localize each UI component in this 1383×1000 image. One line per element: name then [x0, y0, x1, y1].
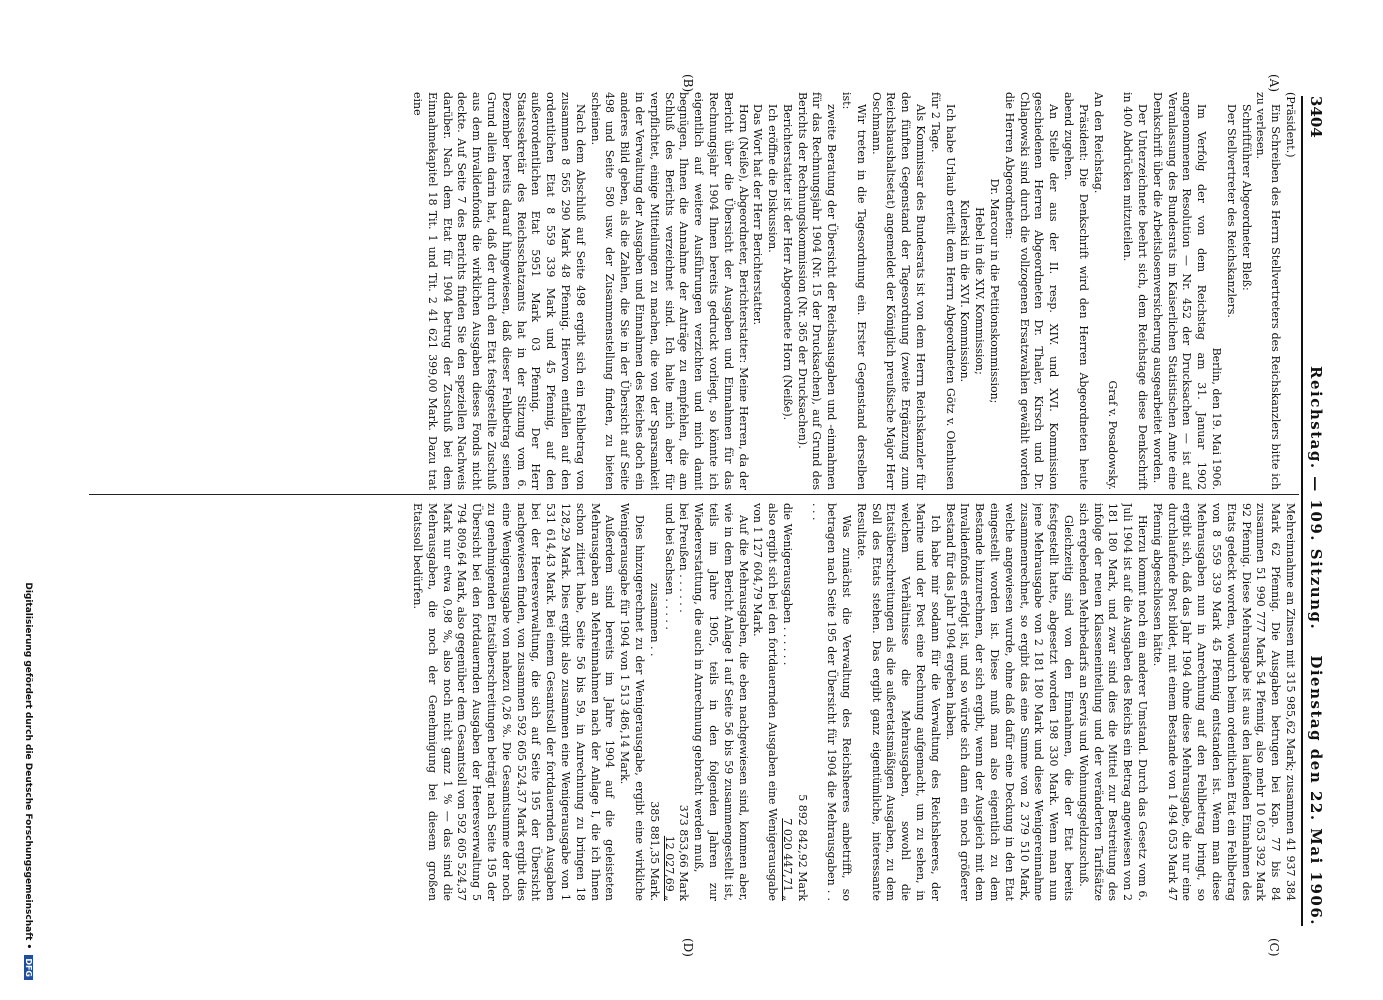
right-column-top — [809, 503, 1297, 901]
right-column-after-values — [690, 503, 779, 901]
left-paragraph: Horn (Neiße), Abgeordneter, Berichterstatter: Meine Herren, da der Bericht über die Übersicht der Ausgaben und Einnahmen für das Rechnungsjahr 1904 Ihnen bereits gedruckt vorliegt, so könnte ich eigentlich auf weitere Ausführungen verzichten und mich damit begnügen, Ihnen die Annahme der Anträge zu empfehlen, die am Schluß des Berichts verzeichnet sind. Ich halte mich aber für verpflichtet, einige Mitteilungen zu machen, die von der Sparsamkeit in der Verwaltung der Ausgaben und Einnahmen des Reiches doch ein anderes Bild geben, als die Zahlen, die Sie in der Übersicht auf Seite 498 und Seite 580 usw. der Zusammenstellung finden, zu bieten scheinen. — [588, 92, 750, 490]
margin-marker-c: (C) — [1267, 938, 1281, 957]
margin-marker-d: (D) — [681, 938, 695, 957]
right-bottom-paragraph: Dies hinzugerechnet zu der Wenigerausgabe, ergibt eine wirkliche Wenigerausgabe für 1904 von 1 513 486,14 Mark. — [618, 503, 646, 901]
left-paragraph: zweite Beratung der Übersicht der Reichsausgaben und -einnahmen für das Rechnungsjahr 1904 (Nr. 15 der Drucksachen), auf Grund des Berichts der Rechnungskommission (Nr. 365 der Drucksachen). — [795, 92, 839, 490]
sum-label: zusammen . . — [647, 583, 661, 657]
dfg-logo: DFG — [24, 955, 33, 980]
left-paragraph: Wir treten in die Tagesordnung ein. Erster Gegenstand derselben ist: — [840, 92, 868, 490]
preussen-label: bei Preußen . . . . . . — [677, 503, 691, 613]
left-paragraph: Dr. Marcour in die Petitionskommission; — [988, 178, 1002, 404]
wenigerausgaben-label: die Wenigerausgaben . . . . . . — [780, 503, 794, 666]
mehrausgaben-value: 5 892 842,92 Mark — [795, 794, 809, 901]
left-paragraph: An Stelle der aus der II. resp. XIV. und XVI. Kommission geschiedenen Herren Abgeordneten Dr. Thaler, Kirsch und Dr. Chlapowski sind durch die vollzogenen Ersatzwahlen gewählt worden die Herren Abgeordneten: — [1002, 92, 1061, 490]
left-paragraph: Berlin, den 19. Mai 1906. — [1210, 347, 1224, 490]
left-paragraph: Graf v. Posadowsky. — [1106, 380, 1120, 490]
right-mid-paragraph: Auf die Mehrausgaben, die eben nachgewiesen sind, kommen aber, wie in dem Bericht Anlage I auf Seite 56 bis 59 zusammengestellt ist, teils im Jahre 1905, teils in den folgenden Jahren zur Wiedererstattung, die auch in Anrechnung gebracht werden muß, — [692, 503, 750, 901]
left-paragraph: Kulerski in die XVI. Kommission. — [958, 199, 972, 383]
left-paragraph: Ich eröffne die Diskussion. — [766, 104, 780, 253]
left-paragraph: An den Reichstag. — [1091, 92, 1105, 194]
wenigerausgaben-value: 7 020 447,71 „ — [780, 818, 794, 901]
left-paragraph: Ich habe Urlaub erteilt dem Herrn Abgeordneten Götz v. Olenhusen für 2 Tage. — [928, 92, 957, 490]
right-top-paragraph: Ich habe mir sodann für die Verwaltung des Reichsheeres, der Marine und der Post eine Rechnung aufgemacht, um zu sehen, in welchem Verhältnisse die Mehrausgaben, sowohl die Etatsüberschreitungen als die außeretatsmäßigen Ausgaben, zu dem Soll des Etats stehen. Das ergibt ganz eigentümliche, interessante Resultate. — [854, 503, 942, 901]
left-paragraph: Hebel in die XIV. Kommission; — [973, 207, 987, 375]
left-paragraph: Präsident: Die Denkschrift wird den Herren Abgeordneten heute abend zugehen. — [1062, 92, 1090, 490]
credit-text: Digitalisierung gefördert durch die Deutsche Forschungsgemeinschaft • — [23, 582, 33, 950]
left-paragraph: Im Verfolg der von dem Reichstag am 31. Januar 1902 angenommenen Resolution — Nr. 452 der Drucksachen — ist auf Veranlassung des Bundesrats im Kaiserlichen Statistischen Amte eine Denkschrift über die Arbeitslosenversicherung ausgearbeitet worden. — [1150, 92, 1209, 490]
sachsen-value: 12 027,69 „ — [662, 835, 676, 901]
row-wenigerausgaben — [779, 503, 794, 901]
row-preussen — [676, 503, 691, 901]
margin-marker-a: (A) — [1267, 74, 1281, 93]
left-paragraph: Nach dem Abschluß auf Seite 498 ergibt sich ein Fehlbetrag von zusammen 8 565 290 Mark 48 Pfennig. Hiervon entfallen auf den ordentlichen Etat 8 559 339 Mark und 45 Pfennig, auf den außerordentlichen Etat 5951 Mark 03 Pfennig. Der Herr Staatssekretär des Reichsschatzamts hat in der Sitzung vom 6. Dezember bereits darauf hingewiesen, daß dieser Fehlbetrag seinen Grund allein darin hat, daß der durch den Etat festgestellte Zuschuß aus dem Invalidenfonds die wirklichen Ausgaben dieses Fonds nicht deckte. Auf Seite 7 des Berichts finden Sie den speziellen Nachweis darüber. Nach dem Etat für 1904 betrug der Zuschuß bei dem Einnahmekapitel 18 Tit. 1 und Tit. 2 41 621 399,00 Mark. Dazu trat eine — [410, 92, 587, 490]
left-paragraph: Das Wort hat der Herr Berichterstatter. — [751, 104, 765, 326]
right-top-paragraph: Mehreinnahme an Zinsen mit 315 985,62 Mark; zusammen 41 937 384 Mark 62 Pfennig. Die Ausgaben betrugen bei Kap. 77 bis 84 zusammen 51 990 777 Mark 54 Pfennig, also mehr 10 053 392 Mark 92 Pfennig. Diese Mehrausgabe ist aus den laufenden Einnahmen des Etats gedeckt worden, wodurch beim ordentlichen Etat ein Fehlbetrag von 8 559 339 Mark 45 Pfennig entstanden ist. Wenn man diese Mehrausgaben nun in Anrechnung auf den Fehlbetrag bringt, so ergibt sich, daß das Jahr 1904 ohne diese Mehrausgabe, die nur eine durchlaufende Post bildet, mit einem Bestande von 1 494 053 Mark 47 Pfennig abgeschlossen hätte. — [1150, 503, 1297, 901]
right-top-paragraph: Was zunächst die Verwaltung des Reichsheeres anbetrifft, so betragen nach Seite 195 der Übersicht für 1904 die Mehrausgaben . . . . . — [810, 503, 854, 901]
digitization-credit — [17, 120, 33, 980]
left-paragraph: Der Stellvertreter des Reichskanzlers. — [1224, 104, 1238, 318]
page-header — [1303, 96, 1325, 926]
right-bottom-paragraph: Außerdem sind bereits im Jahre 1904 auf die geleisteten Mehrausgaben an Mehreinnahmen nach der Anlage I, die ich Ihnen schon zitiert habe, Seite 56 bis 59, in Anrechnung zu bringen 18 128,29 Mark. Dies ergibt also zusammen eine Wenigerausgabe von 1 531 614,43 Mark. Bei einem Gesamtsoll der fortdauernden Ausgaben bei der Heeresverwaltung, die sich auf Seite 195 der Übersicht nachgewiesen finden, von zusammen 592 605 524,37 Mark ergibt dies eine Wenigerausgabe von nahezu 0,26 %. Die Gesamtsumme der noch zu genehmigenden Etatsüberschreitungen beträgt nach Seite 195 der Übersicht bei den fortdauernden Ausgaben der Heeresverwaltung 5 794 809,64 Mark, also gegenüber dem Gesamtsoll von 592 605 524,37 Mark nur etwa 0,98 %, also noch nicht ganz 1 % — das sind die Mehrausgaben, die noch der Genehmigung bei diesem großen Etatssoll bedürfen. — [410, 503, 617, 901]
left-paragraph: Berichterstatter ist der Herr Abgeordnete Horn (Neiße). — [780, 104, 794, 421]
margin-marker-b: (B) — [681, 74, 695, 93]
right-mid-paragraph: also ergibt sich bei den fortdauernden Ausgaben eine Wenigerausgabe von 1 127 604,79 Mark. — [751, 503, 780, 901]
left-paragraph: Schriftführer Abgeordneter Bleß: — [1239, 104, 1253, 291]
left-paragraph: Als Kommissar des Bundesrats ist von dem Herrn Reichskanzler für den fünften Gegenstand der Tagesordnung (zweite Ergänzung zum Reichshaushaltsetat) angemeldet der Königlich preußische Major Herr Oschmann. — [869, 92, 928, 490]
left-paragraph: Der Unterzeichnete beehrt sich, dem Reichstage diese Denkschrift in 400 Abdrücken mitzuteilen. — [1121, 92, 1150, 490]
left-text-column — [92, 92, 1297, 490]
column-divider — [89, 494, 1299, 495]
session-title: Reichstag. — 109. Sitzung. — [1307, 366, 1325, 631]
session-date: Dienstag den 22. Mai 1906. — [1307, 655, 1325, 926]
page-number: 3404 — [1307, 96, 1325, 138]
preussen-value: 373 853,66 Mark — [677, 804, 691, 901]
header-rule — [1301, 96, 1303, 926]
right-top-paragraph: Hierzu kommt noch ein anderer Umstand. Durch das Gesetz vom 6. Juli 1904 ist auf die Ausgaben des Reichs ein Betrag angewiesen von 2 181 180 Mark, und zwar sind dies die Mittel zur Bestreitung des infolge der neuen Klasseneinteilung und der veränderten Tarifsätze sich ergebenden Mehrbedarfs an Servis und Wohnungsgeldzuschuß. — [1076, 503, 1150, 901]
right-top-paragraph: Gleichzeitig sind von den Einnahmen, die der Etat bereits festgestellt hatte, abgesetzt worden 198 330 Mark. Wenn man nun jene Mehrausgabe von 2 181 180 Mark und diese Wenigereinnahme zusammenrechnet, so ergibt das eine Summe von 2 379 510 Mark, welche angewiesen wurde, ohne daß dafür eine Deckung in den Etat eingestellt worden ist. Diese muß man also eigentlich zu dem Bestande hinzurechnen, der sich ergibt, wenn der Ausgleich mit dem Invalidenfonds erfolgt ist, und so würde sich dann ein noch größerer Bestand für das Jahr 1904 ergeben haben. — [943, 503, 1076, 901]
left-paragraph: (Präsident.) — [1284, 92, 1297, 158]
sum-value: 385 881,35 Mark. — [647, 801, 661, 901]
row-mehrausgaben — [794, 503, 809, 901]
right-text-column — [92, 503, 1297, 901]
row-sum — [646, 503, 661, 901]
sachsen-label: und bei Sachsen . . . . . — [662, 503, 676, 630]
left-paragraph: Ein Schreiben des Herrn Stellvertreters des Reichskanzlers bitte ich zu verlesen. — [1254, 92, 1283, 490]
right-column-bottom — [409, 503, 646, 901]
row-sachsen — [661, 503, 676, 901]
